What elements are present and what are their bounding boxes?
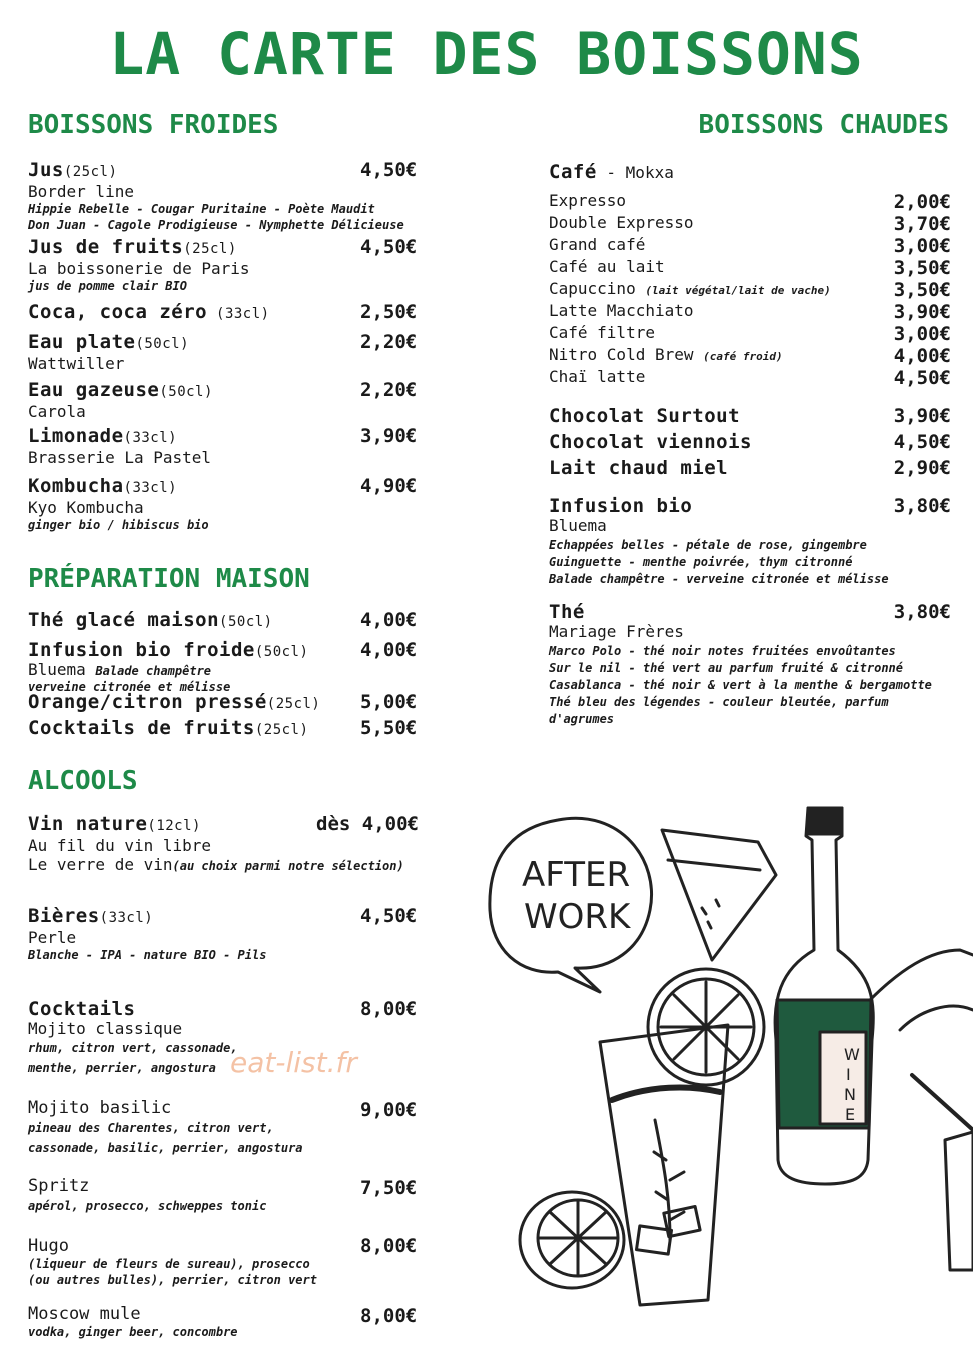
froides-item — [28, 160, 438, 233]
item-size: (25cl) — [254, 722, 309, 738]
item-name: Café au lait — [549, 257, 665, 276]
item-name: Grand café — [549, 235, 646, 254]
item-price: dès 4,00€ — [316, 813, 419, 835]
item-name: Eau plate — [28, 331, 136, 353]
item-name-line — [549, 256, 951, 278]
item-desc: Balade champêtre - verveine citronée et mélisse — [549, 572, 889, 586]
cafe-item — [549, 256, 951, 278]
item-price: 7,50€ — [360, 1177, 418, 1199]
item-name: Orange/citron pressé — [28, 691, 267, 713]
item-price: 3,00€ — [893, 323, 951, 345]
chocolat-item — [549, 404, 951, 430]
watermelon-icon — [662, 830, 776, 960]
maison-item — [28, 718, 438, 740]
cafe-brand: - Mokxa — [606, 163, 674, 182]
item-name: Spritz — [28, 1176, 90, 1196]
item-price: 8,00€ — [360, 1305, 418, 1327]
item-price: 3,90€ — [360, 425, 418, 447]
item-price: 4,00€ — [360, 639, 418, 661]
item-name: Hugo — [28, 1236, 69, 1256]
item-price: 2,00€ — [893, 191, 951, 213]
item-price: 8,00€ — [360, 1235, 418, 1257]
item-price: 5,00€ — [360, 691, 418, 713]
item-desc: Marco Polo - thé noir notes fruitées envoûtantes — [549, 644, 896, 658]
section-heading-alcools: ALCOOLS — [28, 766, 138, 796]
item-name: Chaï latte — [549, 367, 646, 386]
cafe-item — [549, 322, 951, 344]
item-price: 4,00€ — [360, 609, 418, 631]
item-size: (25cl) — [266, 696, 321, 712]
item-price: 3,80€ — [893, 601, 951, 623]
item-moscow-mule — [28, 1304, 438, 1340]
arm-icon — [870, 950, 973, 1000]
item-desc: (liqueur de fleurs de sureau), prosecco — [28, 1257, 310, 1271]
small-glass-icon — [945, 1132, 973, 1270]
item-size: (33cl) — [123, 480, 178, 496]
item-size: (50cl) — [135, 336, 190, 352]
item-sub: Mariage Frères — [549, 622, 684, 641]
section-heading-froides: BOISSONS FROIDES — [28, 110, 279, 140]
item-price: 3,50€ — [893, 279, 951, 301]
item-sub: Kyo Kombucha — [28, 498, 144, 517]
item-sub2 — [28, 855, 448, 876]
bubble-line-2: WORK — [524, 897, 631, 937]
item-price: 4,90€ — [360, 475, 418, 497]
item-name: Cocktails de fruits — [28, 717, 255, 739]
item-note: (café froid) — [703, 350, 783, 363]
chocolat-item — [549, 456, 951, 482]
chocolat-item — [549, 430, 951, 456]
item-price: 4,50€ — [360, 159, 418, 181]
item-sub-note: Balade champêtre — [95, 664, 212, 678]
froides-item — [28, 302, 438, 324]
bottle-label-w: W — [844, 1045, 860, 1064]
item-name: Cocktails — [28, 998, 136, 1020]
item-name-line — [549, 278, 951, 302]
item-desc: Blanche - IPA - nature BIO - Pils — [28, 948, 267, 962]
item-desc: d'agrumes — [549, 712, 615, 726]
item-name: Chocolat Surtout — [549, 405, 741, 427]
item-size: (33cl) — [207, 306, 270, 322]
item-size: (33cl) — [123, 430, 178, 446]
bottle-label-e: E — [845, 1105, 856, 1124]
item-note: (lait végétal/lait de vache) — [645, 284, 831, 297]
item-name-line — [549, 366, 951, 388]
item-name: Mojito basilic — [28, 1098, 172, 1118]
cafe-title-text: Café — [549, 161, 597, 183]
item-name: Moscow mule — [28, 1304, 141, 1324]
item-desc: (ou autres bulles), perrier, citron vert — [28, 1273, 317, 1287]
froides-item — [28, 426, 438, 467]
item-desc: Sur le nil - thé vert au parfum fruité & citronné — [549, 661, 904, 675]
item-desc: jus de pomme clair BIO — [28, 279, 187, 293]
item-name: Jus de fruits — [28, 236, 184, 258]
item-name-line — [549, 322, 951, 344]
item-price: 3,90€ — [893, 405, 951, 427]
bottle-label-i: I — [846, 1065, 851, 1084]
item-name: Thé — [549, 601, 585, 623]
item-price: 4,50€ — [360, 236, 418, 258]
item-price: 3,00€ — [893, 235, 951, 257]
item-sub: Mojito classique — [28, 1019, 183, 1038]
item-price: 4,50€ — [893, 431, 951, 453]
item-sub: Au fil du vin libre — [28, 836, 212, 855]
item-desc: ginger bio / hibiscus bio — [28, 518, 209, 532]
item-desc: Hippie Rebelle - Cougar Puritaine - Poète Maudit — [28, 202, 375, 216]
item-sub: Bluema — [28, 660, 86, 679]
item-desc: Guinguette - menthe poivrée, thym citronné — [549, 555, 853, 569]
bottle-label-n: N — [844, 1085, 856, 1104]
item-price: 2,20€ — [360, 331, 418, 353]
item-price: 3,90€ — [893, 301, 951, 323]
item-name: Infusion bio froide — [28, 639, 255, 661]
item-sub: Brasserie La Pastel — [28, 448, 212, 467]
item-name: Café filtre — [549, 323, 655, 342]
item-desc: rhum, citron vert, cassonade, — [28, 1041, 238, 1055]
item-price: 9,00€ — [360, 1099, 418, 1121]
item-price: 3,70€ — [893, 213, 951, 235]
item-desc: menthe, perrier, angostura — [28, 1061, 216, 1075]
item-price: 4,00€ — [893, 345, 951, 367]
item-sub2-note: (au choix parmi notre sélection) — [172, 859, 404, 873]
item-name: Thé glacé maison — [28, 609, 220, 631]
item-vin-nature — [28, 814, 448, 876]
item-desc: Don Juan - Cagole Prodigieuse - Nymphette Délicieuse — [28, 218, 404, 232]
item-the — [549, 602, 951, 728]
afterwork-illustration — [480, 800, 973, 1363]
item-price: 2,20€ — [360, 379, 418, 401]
item-price: 5,50€ — [360, 717, 418, 739]
item-sub: Carola — [28, 402, 86, 421]
item-name: Double Expresso — [549, 213, 694, 232]
item-name: Infusion bio — [549, 495, 693, 517]
item-size: (25cl) — [63, 164, 118, 180]
item-price: 2,90€ — [893, 457, 951, 479]
froides-item — [28, 332, 438, 373]
item-size: (50cl) — [219, 614, 273, 630]
cafe-item — [549, 278, 951, 300]
item-sub: Border line — [28, 182, 134, 201]
item-name: Latte Macchiato — [549, 301, 694, 320]
cafe-item — [549, 366, 951, 388]
cafe-title — [549, 161, 674, 183]
item-name: Jus — [28, 159, 64, 181]
item-name: Lait chaud miel — [549, 457, 729, 479]
item-name: Expresso — [549, 191, 627, 210]
item-price: 3,80€ — [893, 495, 951, 517]
item-sub-line — [28, 662, 438, 679]
bubble-line-1: AFTER — [522, 855, 631, 895]
item-name: Vin nature — [28, 813, 148, 835]
item-desc: Casablanca - thé noir & vert à la menthe & bergamotte — [549, 678, 932, 692]
item-desc: Thé bleu des légendes - couleur bleutée, parfum — [549, 695, 889, 709]
item-spritz — [28, 1176, 438, 1216]
item-name: Eau gazeuse — [28, 379, 160, 401]
section-heading-chaudes: BOISSONS CHAUDES — [698, 110, 949, 140]
item-sub: La boissonerie de Paris — [28, 259, 250, 278]
page-title: LA CARTE DES BOISSONS — [109, 20, 864, 88]
item-sub: Bluema — [549, 516, 607, 535]
item-desc: pineau des Charentes, citron vert, — [28, 1121, 274, 1135]
item-name-line — [549, 300, 951, 322]
item-desc: Echappées belles - pétale de rose, gingembre — [549, 538, 867, 552]
froides-item — [28, 237, 438, 294]
item-sub: Perle — [28, 928, 77, 947]
item-desc: apérol, prosecco, schweppes tonic — [28, 1199, 267, 1213]
cafe-item — [549, 300, 951, 322]
item-sub2-text: Le verre de vin — [28, 855, 173, 874]
item-desc: verveine citronée et mélisse — [28, 680, 231, 694]
item-desc: cassonade, basilic, perrier, angostura — [28, 1141, 303, 1155]
maison-item — [28, 640, 438, 695]
cafe-item — [549, 234, 951, 256]
lemon-icon — [520, 1192, 624, 1288]
item-name-line — [549, 212, 951, 234]
item-price: 8,00€ — [360, 998, 418, 1020]
item-size: (33cl) — [99, 910, 154, 926]
item-bieres — [28, 906, 438, 963]
item-name: Capuccino — [549, 279, 636, 298]
froides-item — [28, 380, 438, 421]
item-name-line — [549, 234, 951, 256]
item-price: 4,50€ — [893, 367, 951, 389]
item-price: 2,50€ — [360, 301, 418, 323]
cafe-item — [549, 190, 951, 212]
item-sub: Wattwiller — [28, 354, 125, 373]
item-hugo — [28, 1236, 438, 1288]
section-heading-maison: PRÉPARATION MAISON — [28, 564, 310, 594]
maison-item — [28, 610, 438, 632]
froides-item — [28, 476, 438, 533]
item-infusion-bio — [549, 496, 951, 588]
maison-item — [28, 692, 438, 714]
item-size: (12cl) — [147, 818, 201, 834]
item-name: Bières — [28, 905, 100, 927]
item-name: Chocolat viennois — [549, 431, 752, 453]
item-name-line — [549, 190, 951, 212]
cafe-item — [549, 344, 951, 366]
watermark: eat-list.fr — [230, 1046, 357, 1079]
cafe-item — [549, 212, 951, 234]
item-mojito-basilic — [28, 1098, 438, 1158]
item-name: Coca, coca zéro — [28, 301, 208, 323]
item-desc: vodka, ginger beer, concombre — [28, 1325, 238, 1339]
item-name-line — [549, 344, 951, 368]
item-name: Kombucha — [28, 475, 124, 497]
item-size: (50cl) — [159, 384, 213, 400]
item-size: (50cl) — [254, 644, 309, 660]
item-price: 4,50€ — [360, 905, 418, 927]
item-name: Limonade — [28, 425, 124, 447]
item-price: 3,50€ — [893, 257, 951, 279]
item-size: (25cl) — [183, 241, 237, 257]
item-name: Nitro Cold Brew — [549, 345, 694, 364]
